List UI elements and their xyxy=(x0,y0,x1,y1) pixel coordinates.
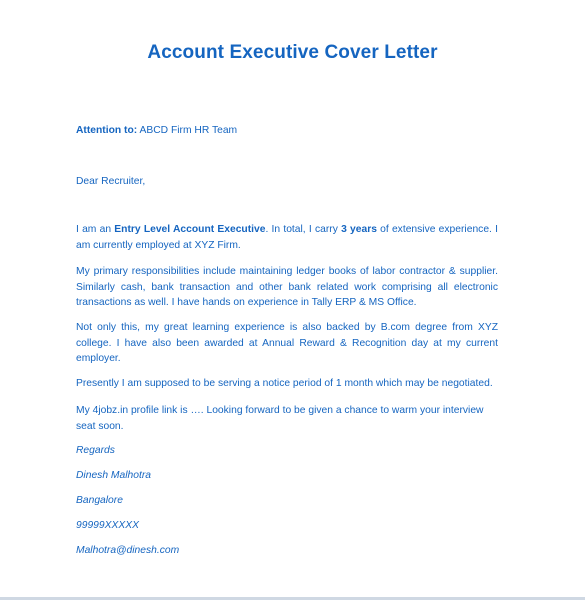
page-title: Account Executive Cover Letter xyxy=(147,42,438,63)
paragraph-profile: My 4jobz.in profile link is …. Looking forward to be given a chance to warm your interview seat soon. xyxy=(76,405,484,432)
salutation: Dear Recruiter, xyxy=(76,176,146,187)
paragraph-notice-period: Presently I am supposed to be serving a notice period of 1 month which may be negotiated. xyxy=(76,378,493,389)
signer-name: Dinesh Malhotra xyxy=(76,470,151,481)
intro-text-3: of extensive experience. I am currently employed at XYZ Firm. xyxy=(76,224,498,251)
paragraph-responsibilities: My primary responsibilities include maintaining ledger books of labor contractor & supplier. Similarly cash, bank transaction and other bank related work comprising all electronic transactions as well. I have hands on experience in Tally ERP & MS Office. xyxy=(76,266,498,308)
signer-phone: 99999XXXXX xyxy=(76,520,139,531)
paragraph-intro xyxy=(76,222,498,253)
attention-label: Attention to: xyxy=(76,125,138,136)
intro-text-1: I am an xyxy=(76,224,115,235)
signer-email: Malhotra@dinesh.com xyxy=(76,545,180,556)
intro-text-2: . In total, I carry xyxy=(265,224,342,235)
attention-value: ABCD Firm HR Team xyxy=(139,125,238,136)
signer-city: Bangalore xyxy=(76,495,123,506)
attention-line xyxy=(76,123,498,139)
closing: Regards xyxy=(76,445,115,456)
intro-role: Entry Level Account Executive xyxy=(114,224,266,235)
paragraph-education: Not only this, my great learning experience is also backed by B.com degree from XYZ college. I have also been awarded at Annual Reward & Recognition day at my current employer. xyxy=(76,322,498,364)
intro-years: 3 years xyxy=(341,224,377,235)
